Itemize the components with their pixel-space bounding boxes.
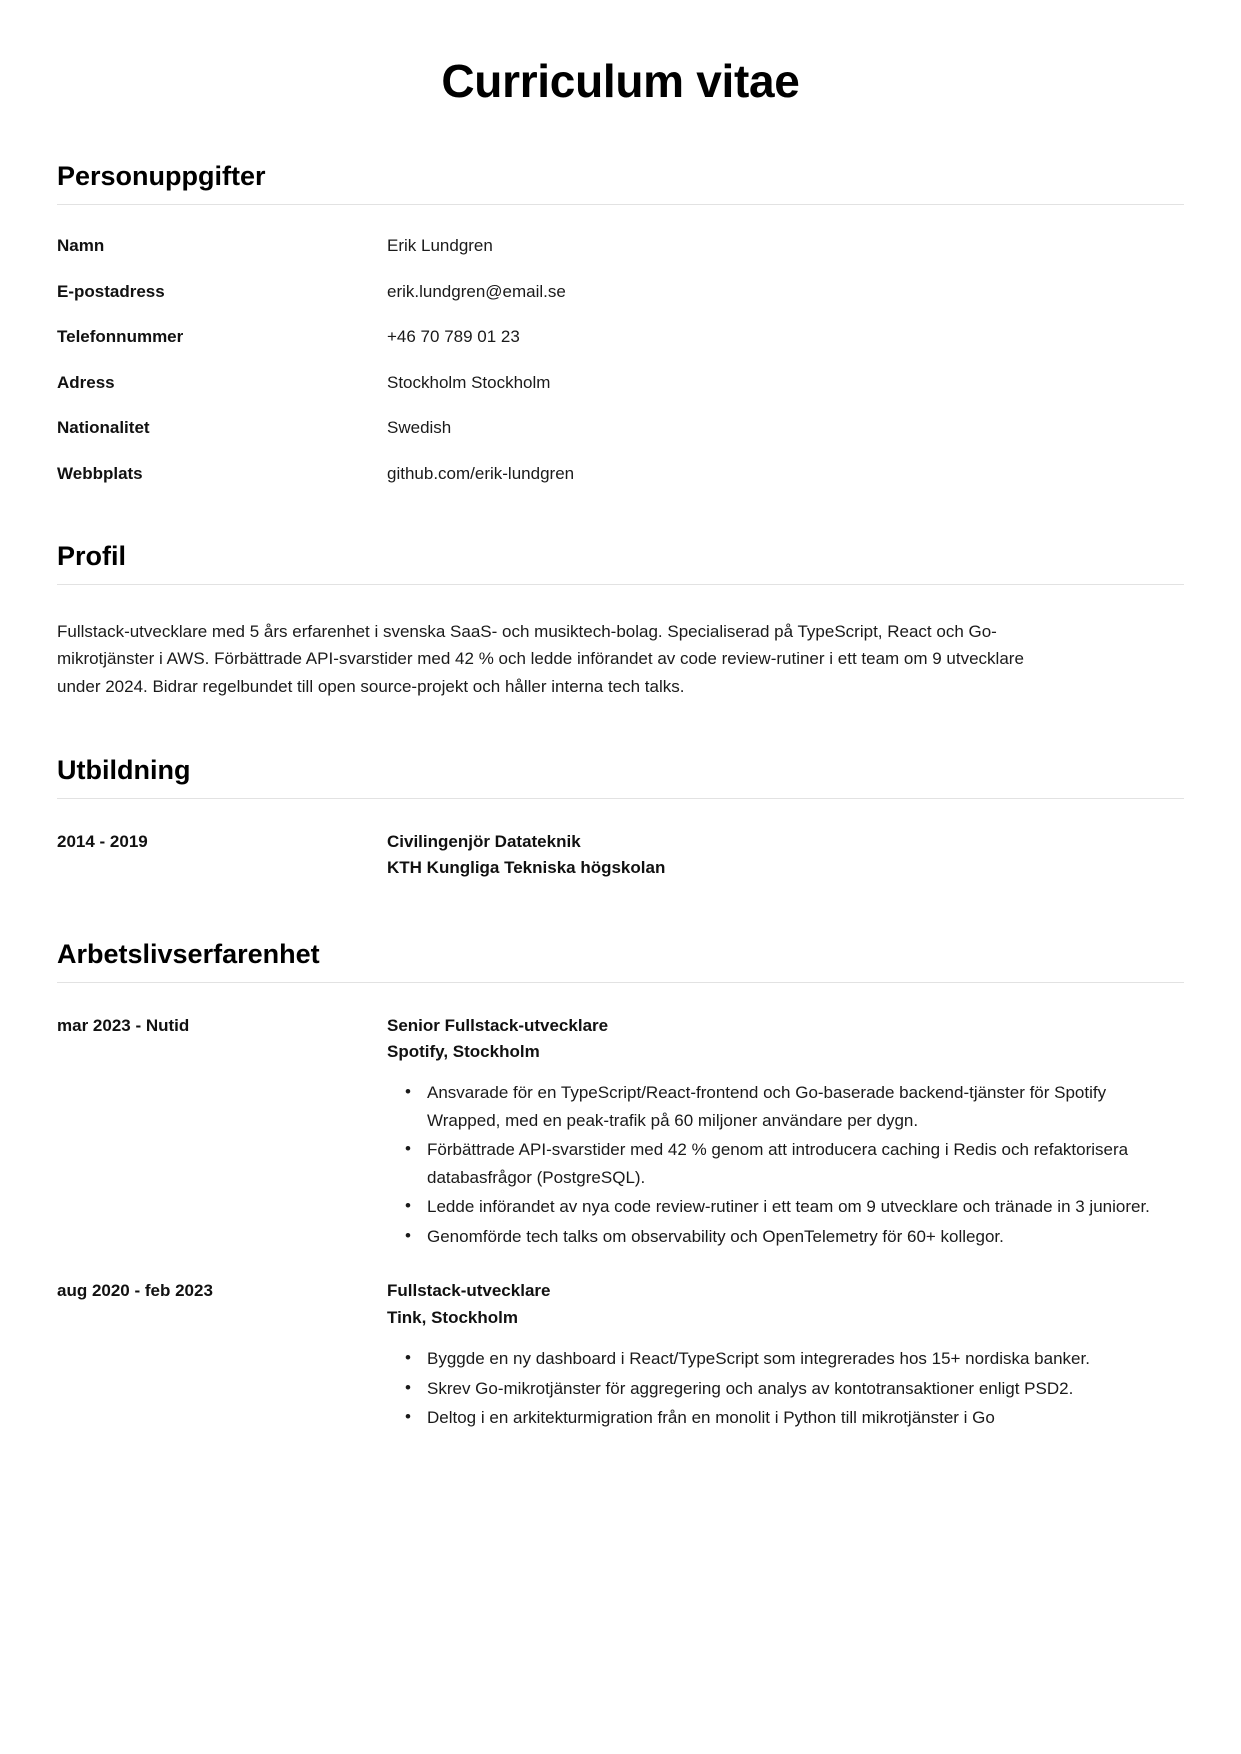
section-heading-work-experience: Arbetslivserfarenhet: [57, 938, 1184, 983]
work-entry: [57, 1013, 1184, 1253]
section-personal-details: [57, 160, 1184, 486]
education-entry-dates: 2014 - 2019: [57, 832, 148, 852]
work-entry-body: [387, 1278, 1184, 1433]
section-heading-personal-details: Personuppgifter: [57, 160, 1184, 205]
personal-detail-row: [57, 233, 1184, 259]
education-entry-body: [387, 829, 1184, 882]
personal-detail-label: Webbplats: [57, 463, 143, 483]
work-entry-achievements: [387, 1079, 1184, 1250]
personal-detail-row: [57, 370, 1184, 396]
personal-detail-label: Telefonnummer: [57, 327, 184, 347]
section-heading-profile: Profil: [57, 540, 1184, 585]
work-experience-list: [57, 983, 1184, 1434]
work-entry-title: Senior Fullstack-utvecklare: [387, 1015, 609, 1035]
list-item: • Genomförde tech talks om observability och OpenTelemetry för 60+ kollegor.: [427, 1223, 1184, 1251]
profile-summary-text: Fullstack-utvecklare med 5 års erfarenhet i svenska SaaS- och musiktech-bolag. Specialiserad på TypeScript, React och Go-mikrotjänster i AWS. Förbättrade API-svarstider med 42 % och ledde införandet av code review-rutiner i ett team om 9 utvecklare under 2024. Bidrar regelbundet till open source-projekt och håller interna tech talks.: [57, 621, 1024, 696]
education-entry-degree: Civilingenjör Datateknik: [387, 832, 581, 852]
work-entry-title: Fullstack-utvecklare: [387, 1281, 551, 1301]
education-list: [57, 799, 1184, 882]
section-heading-education: Utbildning: [57, 754, 1184, 799]
list-item: • Skrev Go-mikrotjänster för aggregering och analys av kontotransaktioner enligt PSD2.: [427, 1375, 1184, 1403]
page-title: Curriculum vitae: [441, 55, 800, 107]
work-entry-organization: Spotify, Stockholm: [387, 1041, 540, 1061]
work-entry-organization: Tink, Stockholm: [387, 1307, 518, 1327]
personal-detail-label: Adress: [57, 372, 115, 392]
personal-detail-label: Namn: [57, 236, 105, 256]
list-item: • Ansvarade för en TypeScript/React-frontend och Go-baserade backend-tjänster för Spotify Wrapped, med en peak-trafik på 60 miljoner användare per dygn.: [427, 1079, 1184, 1134]
personal-detail-row: [57, 279, 1184, 305]
section-work-experience: [57, 938, 1184, 1434]
section-education: [57, 754, 1184, 881]
education-entry: [57, 829, 1184, 882]
education-entry-institution: KTH Kungliga Tekniska högskolan: [387, 858, 666, 878]
section-profile: [57, 540, 1184, 700]
personal-detail-value: Erik Lundgren: [387, 236, 493, 256]
personal-detail-value: github.com/erik-lundgren: [387, 463, 575, 483]
work-entry: [57, 1278, 1184, 1433]
personal-detail-value: Stockholm Stockholm: [387, 372, 551, 392]
personal-detail-label: E-postadress: [57, 281, 165, 301]
personal-details-list: [57, 205, 1184, 486]
work-entry-dates: mar 2023 - Nutid: [57, 1015, 190, 1035]
list-item: • Deltog i en arkitekturmigration från en monolit i Python till mikrotjänster i Go: [427, 1404, 1184, 1432]
list-item: • Förbättrade API-svarstider med 42 % genom att introducera caching i Redis och refaktorisera databasfrågor (PostgreSQL).: [427, 1136, 1184, 1191]
list-item: • Byggde en ny dashboard i React/TypeScript som integrerades hos 15+ nordiska banker.: [427, 1345, 1184, 1373]
personal-detail-value: +46 70 789 01 23: [387, 327, 520, 347]
work-entry-dates: aug 2020 - feb 2023: [57, 1281, 213, 1301]
personal-detail-row: [57, 415, 1184, 441]
personal-detail-row: [57, 461, 1184, 487]
personal-detail-value: Swedish: [387, 418, 452, 438]
personal-detail-row: [57, 324, 1184, 350]
work-entry-body: [387, 1013, 1184, 1253]
work-entry-achievements: [387, 1345, 1184, 1432]
personal-detail-label: Nationalitet: [57, 418, 150, 438]
personal-detail-value: erik.lundgren@email.se: [387, 281, 566, 301]
list-item: • Ledde införandet av nya code review-rutiner i ett team om 9 utvecklare och tränade in 3 juniorer.: [427, 1193, 1184, 1221]
